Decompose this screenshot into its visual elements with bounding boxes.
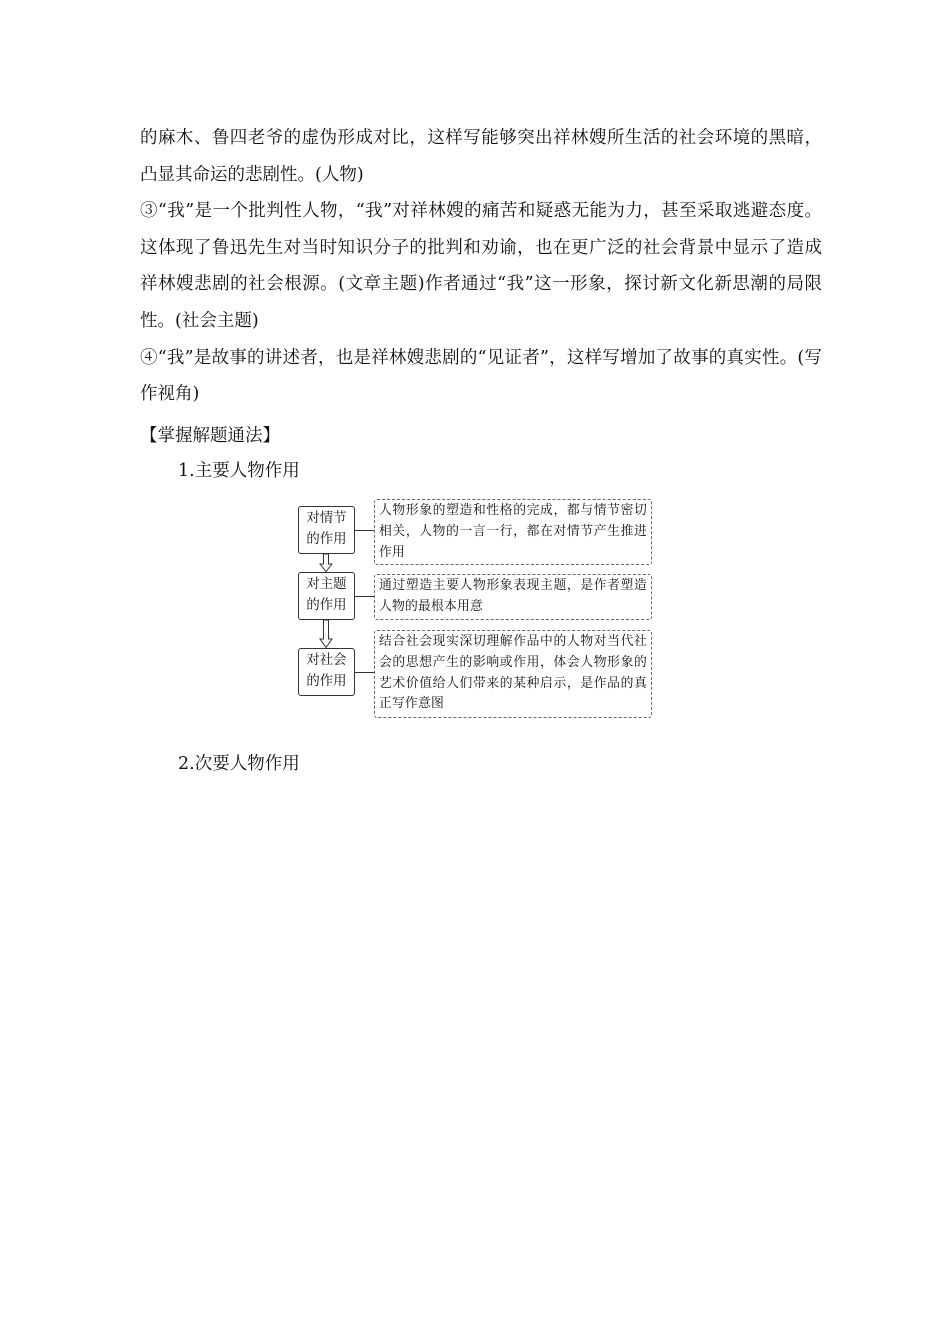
node-plot-line2: 的作用 xyxy=(306,532,347,547)
node-plot-line1: 对情节 xyxy=(306,511,347,526)
node-society-line2: 的作用 xyxy=(306,674,347,689)
node-theme-line1: 对主题 xyxy=(306,577,347,592)
node-theme-line2: 的作用 xyxy=(306,598,347,613)
node-theme xyxy=(298,572,355,620)
connector-line xyxy=(355,530,374,531)
paragraph-2: ③“我”是一个批判性人物，“我”对祥林嫂的痛苦和疑惑无能为力，甚至采取逃避态度。这体现了鲁迅先生对当时知识分子的批判和劝谕，也在更广泛的社会背景中显示了造成祥林嫂悲剧的社会根源。(文章主题)作者通过“我”这一形象，探讨新文化新思潮的局限性。(社会主题) xyxy=(140,201,822,331)
description-plot: 人物形象的塑造和性格的完成，都与情节密切相关，人物的一言一行，都在对情节产生推进作用 xyxy=(374,499,652,565)
subheading-secondary-character: 2.次要人物作用 xyxy=(178,754,300,774)
connector-line xyxy=(355,672,374,673)
description-society: 结合社会现实深切理解作品中的人物对当代社会的思想产生的影响或作用，体会人物形象的艺术价值给人们带来的某种启示，是作品的真正写作意图 xyxy=(374,630,652,718)
down-arrow-icon xyxy=(319,620,333,648)
body-text xyxy=(140,120,822,413)
node-society-line1: 对社会 xyxy=(306,653,347,668)
description-theme: 通过塑造主要人物形象表现主题，是作者塑造人物的最根本用意 xyxy=(374,574,652,620)
connector-line xyxy=(355,596,374,597)
node-society xyxy=(298,648,355,696)
node-plot xyxy=(298,506,355,554)
paragraph-1: 的麻木、鲁四老爷的虚伪形成对比，这样写能够突出祥林嫂所生活的社会环境的黑暗，凸显其命运的悲剧性。(人物) xyxy=(140,128,822,185)
paragraph-3: ④“我”是故事的讲述者，也是祥林嫂悲剧的“见证者”，这样写增加了故事的真实性。(写作视角) xyxy=(140,347,822,405)
down-arrow-icon xyxy=(319,554,333,572)
subheading-main-character: 1.主要人物作用 xyxy=(178,461,300,481)
section-heading: 【掌握解题通法】 xyxy=(140,426,280,446)
character-role-diagram xyxy=(298,498,654,720)
